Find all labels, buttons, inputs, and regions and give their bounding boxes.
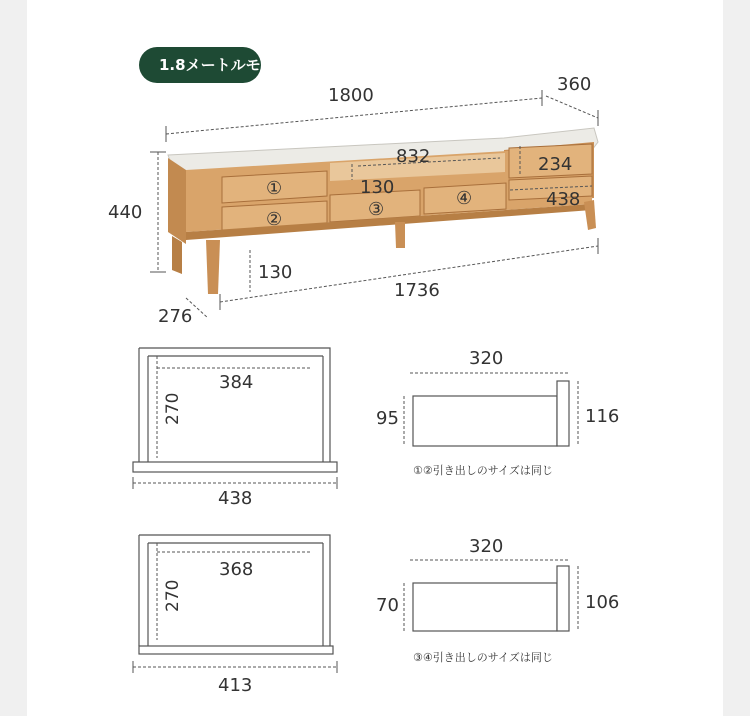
dim-height: 440	[108, 202, 143, 223]
drawer-12-side-inner-height: 95	[376, 408, 399, 429]
model-label-text: 1.8メートルモデル	[159, 56, 290, 74]
leg-front-left	[206, 240, 220, 294]
drawer-12-inner-height: 270	[163, 392, 183, 425]
drawer-number-4: ④	[456, 188, 473, 209]
drawer-34-side-outer-height: 106	[585, 592, 620, 613]
leg-middle	[395, 222, 405, 248]
drawer-34-side-length: 320	[469, 536, 504, 557]
body-left-side	[168, 158, 186, 244]
dim-center-opening-height: 130	[360, 177, 395, 198]
drawer-12-side-view	[404, 373, 578, 446]
dim-inner-width: 1736	[394, 280, 440, 301]
drawer-34-outer-width: 413	[218, 675, 253, 696]
drawer-34-inner-width: 368	[219, 559, 254, 580]
drawer-34-note: ③④引き出しのサイズは同じ	[413, 651, 553, 664]
drawer-12-side-outer-height: 116	[585, 406, 620, 427]
drawer-34-inner-height: 270	[163, 579, 183, 612]
dim-center-opening-width: 832	[396, 146, 431, 167]
dim-right-drawer-height: 234	[538, 154, 573, 175]
dim-depth-bottom: 276	[158, 306, 193, 327]
drawer-12-inner-width: 384	[219, 372, 254, 393]
leg-front-right	[584, 200, 596, 230]
drawer-12-note: ①②引き出しのサイズは同じ	[413, 464, 553, 477]
model-label-pill	[139, 47, 290, 83]
dim-width: 1800	[328, 85, 374, 106]
dim-right-drawer-depth: 438	[546, 189, 581, 210]
dim-depth-top: 360	[557, 74, 592, 95]
drawer-12-side-length: 320	[469, 348, 504, 369]
drawer-34-side-view	[404, 560, 578, 631]
leg-back-left	[172, 236, 182, 274]
drawer-number-3: ③	[368, 199, 385, 220]
drawer-12-outer-width: 438	[218, 488, 253, 509]
drawer-34-side-inner-height: 70	[376, 595, 399, 616]
drawer-number-1: ①	[266, 178, 283, 199]
drawer-number-2: ②	[266, 209, 283, 230]
dim-leg-height: 130	[258, 262, 293, 283]
